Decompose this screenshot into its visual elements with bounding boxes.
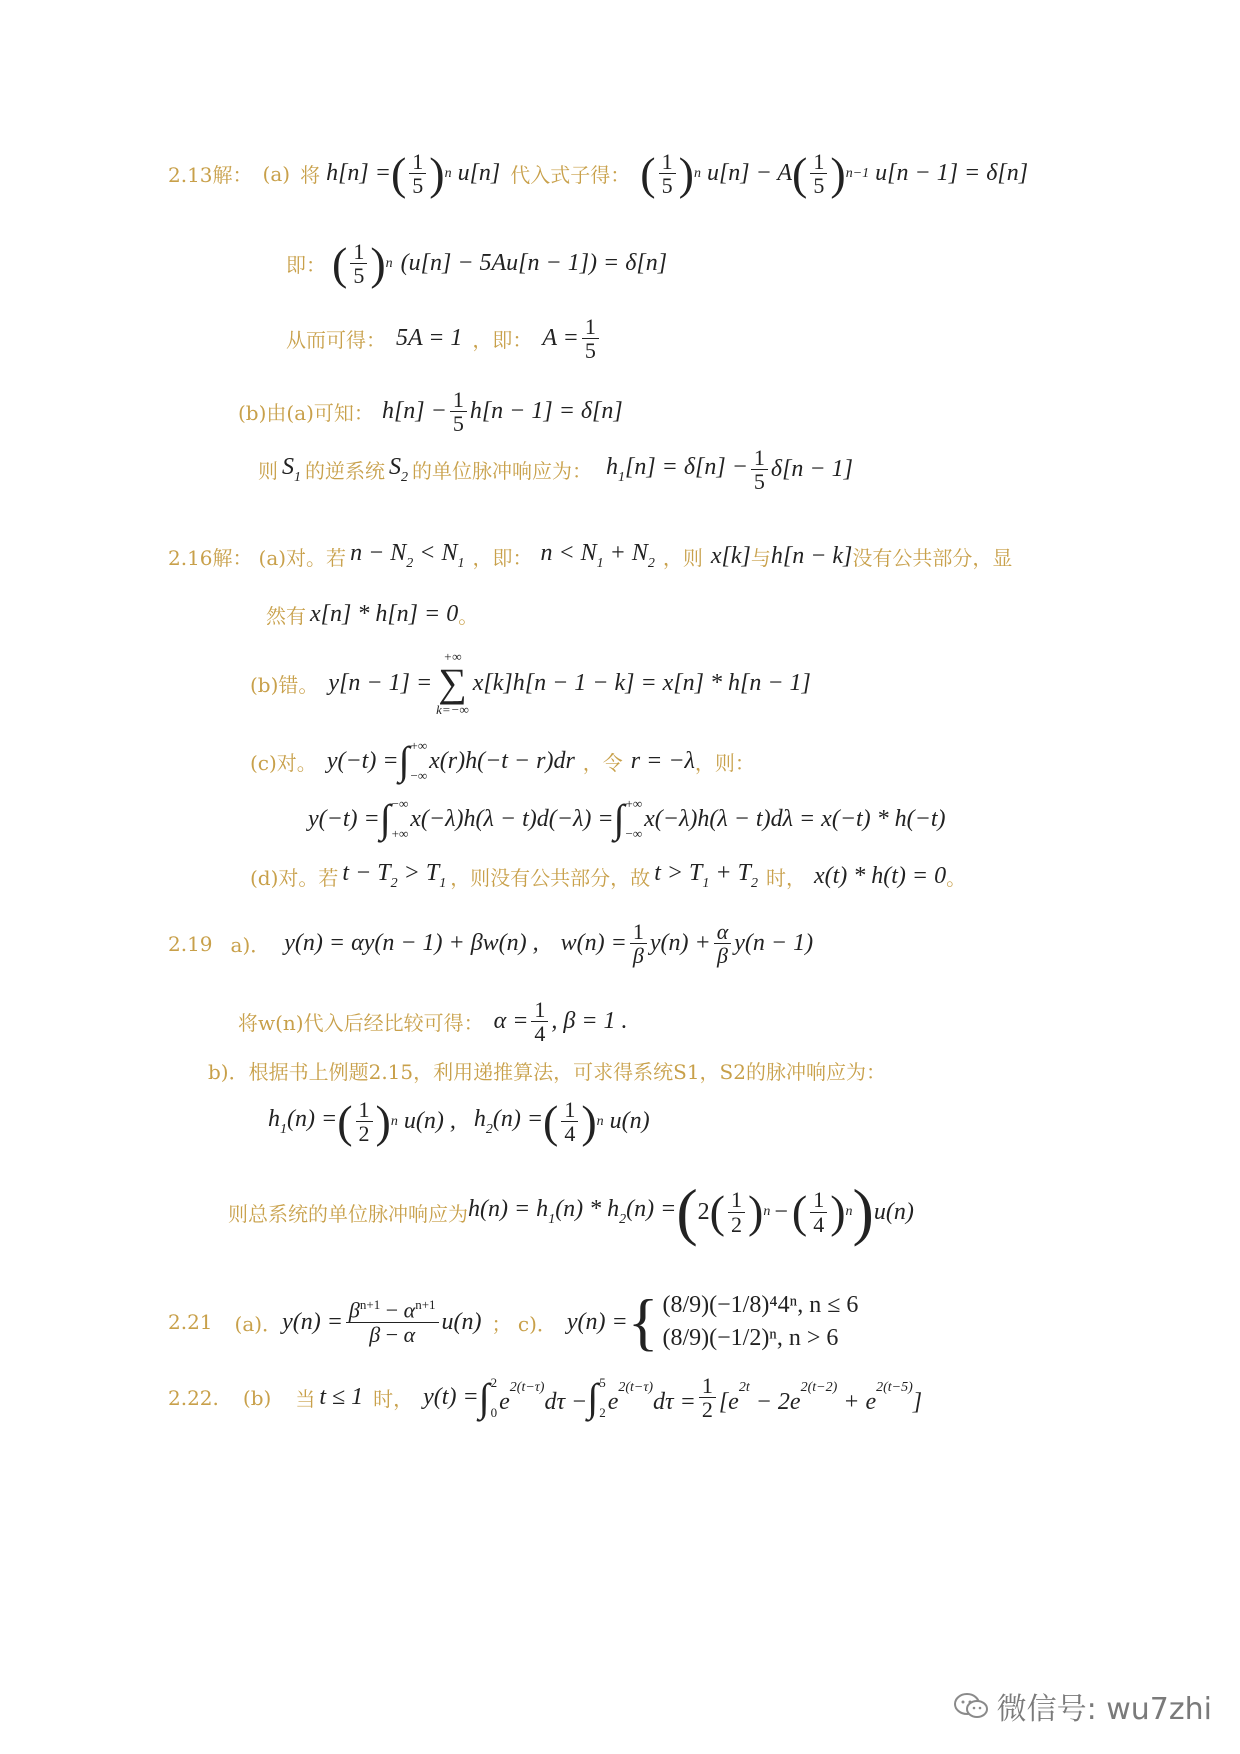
math-conv-zero: x[n] * h[n] = 0 xyxy=(310,601,459,627)
p216-then2: ，则： xyxy=(694,750,755,775)
math-int-expr-2: x(−λ)h(λ − t)d(−λ) = xyxy=(410,805,614,832)
p216-period: 。 xyxy=(458,604,479,628)
frac-1-4: $\frac{1}{4}$ xyxy=(810,1188,827,1235)
p213-ie2-label: ，即： xyxy=(472,328,533,353)
math-u-n-comma: u(n) , xyxy=(403,1108,456,1135)
p216-line-2 xyxy=(266,600,478,629)
p219-total-text: 则总系统的单位脉冲响应为 xyxy=(228,1201,468,1226)
p213-b-label: (b)由(a)可知： xyxy=(238,401,374,426)
math-u-n-3: u(n) xyxy=(873,1198,914,1225)
math-delta-n-1: δ[n − 1] xyxy=(770,456,853,483)
p213-line-2: 即： ( $\frac{1}{5}$ ) n (u[n] − 5Au[n − 1]) = δ[n] xyxy=(286,237,668,289)
p213-a-label: (a) xyxy=(262,161,291,186)
frac-1-5: $\frac{1}{5}$ xyxy=(810,150,827,197)
p219-line-2 xyxy=(238,998,628,1045)
right-paren: ) xyxy=(678,147,694,199)
math-h-eq: h[n] = xyxy=(326,160,391,187)
math-minus: − xyxy=(774,1198,788,1225)
math-y-t-eq: y(t) = xyxy=(423,1384,479,1411)
p216-label: 2.16解： xyxy=(168,545,253,570)
p216-d-label: (d)对。若 xyxy=(250,865,339,890)
p222-b-label: (b) xyxy=(242,1385,272,1410)
p216-then-text: ，则 xyxy=(662,545,703,570)
left-paren: ( xyxy=(543,1095,559,1147)
p221-line-1 xyxy=(168,1286,859,1357)
p216-b-label: (b)错。 xyxy=(250,672,319,697)
math-h-rest: h[n − 1] = δ[n] xyxy=(469,398,623,425)
math-h-total: $h(n) = h_1(n) * h_2(n)$ = xyxy=(468,1196,677,1227)
math-r-eq: r = −λ xyxy=(630,747,695,774)
frac-1-4: $\frac{1}{4}$ xyxy=(531,998,548,1045)
p219-line-1 xyxy=(168,920,813,967)
math-t-gt: $t > T_1 + T_2$ xyxy=(654,860,758,891)
frac-1-2: $\frac{1}{2}$ xyxy=(728,1188,745,1235)
math-u-n-2: u(n) xyxy=(609,1108,650,1135)
math-w-eq: w(n) = xyxy=(560,930,627,957)
p221-c-label: ； c)． xyxy=(491,1311,557,1336)
p216-a-label: (a)对。若 xyxy=(258,545,347,570)
right-paren: ) xyxy=(748,1186,764,1237)
math-u-n-4: u(n) xyxy=(441,1308,482,1335)
frac-1-5: $\frac{1}{5}$ xyxy=(350,240,367,287)
math-y-n-1: y[n − 1] = xyxy=(328,669,433,696)
math-h-n-k: h[n − k] xyxy=(770,542,853,569)
math-a-eq: A = xyxy=(542,325,579,352)
frac-1-5: $\frac{1}{5}$ xyxy=(409,150,426,197)
math-y-n-minus-1: y(n − 1) xyxy=(734,930,814,957)
integral-symbol: ∫ 2 0 xyxy=(478,1374,498,1420)
p221-a-label: (a)． xyxy=(234,1311,283,1336)
p213-line-1: 2.13解： (a) 将 h[n] = ( $\frac{1}{5}$ ) n u[n] 代入式子得： ( $\frac{1}{5}$ ) n u[n] − A ( $\frac{1}{5}$ ) n−1 u[n − 1] = δ[n] xyxy=(168,147,1029,199)
case-1: (8/9)(−1/8)⁴4ⁿ, n ≤ 6 xyxy=(662,1292,859,1318)
p219-a-label: a)． xyxy=(230,933,271,958)
math-y-recursion: y(n) = αy(n − 1) + βw(n) , xyxy=(284,930,539,957)
p216-d-text-1: ，则没有公共部分，故 xyxy=(450,865,651,890)
p213-hence-label: 从而可得： xyxy=(286,328,386,353)
p213-line-5 xyxy=(258,446,853,493)
p213-inverse-text-3: 的单位脉冲响应为： xyxy=(412,459,592,484)
integral-symbol: ∫ −∞ +∞ xyxy=(379,796,409,841)
math-t-le-1: t ≤ 1 xyxy=(319,1384,364,1411)
math-ie-expr: (u[n] − 5Au[n − 1]) = δ[n] xyxy=(400,250,668,277)
frac-1-beta: $\frac{1}{\beta}$ xyxy=(630,920,647,967)
left-paren: ( xyxy=(792,147,808,199)
math-y-n-plus: y(n) + xyxy=(649,930,711,957)
p216-no-common: 没有公共部分，显 xyxy=(852,545,1013,570)
p219-line-3 xyxy=(208,1056,886,1085)
p213-line-4 xyxy=(238,388,623,435)
p213-line-3 xyxy=(286,315,602,362)
math-n-lt: $n < N_1 + N_2$ xyxy=(540,540,655,571)
p216-d-text-2: 时， xyxy=(765,865,806,890)
math-h1-eq: $h_1[n] = \delta[n]$ − xyxy=(606,453,748,485)
math-rhs: u[n − 1] = δ[n] xyxy=(875,160,1029,187)
p222-when-text-2: 时， xyxy=(373,1387,414,1412)
case-2: (8/9)(−1/2)ⁿ, n > 6 xyxy=(662,1325,839,1351)
p213-inverse-text-2: 的逆系统 xyxy=(305,459,385,484)
math-5a-eq-1: 5A = 1 xyxy=(396,325,463,352)
math-u-minus-a: u[n] − A xyxy=(706,160,793,187)
left-paren: ( xyxy=(640,147,656,199)
right-paren: ) xyxy=(852,1176,874,1247)
p216-line-4 xyxy=(250,738,755,784)
math-h2-n: $h_2(n)$ = xyxy=(473,1105,544,1137)
p213-label: 2.13解： xyxy=(168,163,253,188)
right-paren: ) xyxy=(429,147,445,199)
p216-c-label: (c)对。 xyxy=(250,750,317,775)
math-int-expr-3: x(−λ)h(λ − t)dλ = x(−t) * h(−t) xyxy=(644,805,946,832)
p221-label: 2.21 xyxy=(168,1310,213,1334)
math-y-n-eq-2: y(n) = xyxy=(566,1308,628,1335)
integral-symbol: ∫ 5 2 xyxy=(587,1374,606,1420)
math-sum-expr: x[k]h[n − 1 − k] = x[n] * h[n − 1] xyxy=(472,669,811,696)
p219-line-4: $h_1(n)$ = ( $\frac{1}{2}$ ) n u(n) , $h_2(n)$ = ( $\frac{1}{4}$ ) n u(n) xyxy=(268,1095,650,1147)
frac-alpha-beta: $\frac{\alpha}{\beta}$ xyxy=(714,920,732,967)
left-paren: ( xyxy=(332,237,348,289)
p216-line-6 xyxy=(250,860,966,892)
p219-line-5: 则总系统的单位脉冲响应为 $h(n) = h_1(n) * h_2(n)$ = ( 2 ( $\frac{1}{2}$ ) n − ( $\frac{1}{4}$ ) n ) u(n) xyxy=(228,1176,914,1247)
p213-inverse-text-1: 则 xyxy=(258,459,278,484)
left-paren: ( xyxy=(337,1095,353,1147)
p216-let-text: ，令 xyxy=(582,750,623,775)
frac-1-5: $\frac{1}{5}$ xyxy=(751,446,768,493)
p213-substitute-into: 代入式子得： xyxy=(510,163,631,188)
left-paren: ( xyxy=(791,1186,808,1237)
p213-ie-label: 即： xyxy=(286,253,326,278)
math-x-k: x[k] xyxy=(710,542,751,569)
cases xyxy=(662,1292,858,1352)
math-y-n-eq: y(n) = xyxy=(282,1308,343,1335)
left-paren: ( xyxy=(390,147,407,199)
watermark xyxy=(953,1684,1212,1728)
math-y-neg-t: y(−t) = xyxy=(326,747,399,774)
p216-period: 。 xyxy=(946,865,967,890)
frac-1-5: $\frac{1}{5}$ xyxy=(582,315,599,362)
right-paren: ) xyxy=(370,237,386,289)
p216-so-text: 然有 xyxy=(266,604,306,628)
math-alpha-eq: α = xyxy=(493,1008,529,1035)
math-t-minus-t2: $t - T_2 > T_1$ xyxy=(342,860,447,891)
right-paren: ) xyxy=(581,1095,597,1147)
p216-line-1 xyxy=(168,540,1012,572)
p216-line-3 xyxy=(250,650,811,716)
frac-1-2: $\frac{1}{2}$ xyxy=(356,1098,373,1145)
left-brace: { xyxy=(627,1286,659,1357)
math-h1-n: $h_1(n)$ = xyxy=(268,1105,338,1137)
math-two: 2 xyxy=(697,1198,710,1225)
p216-and-text: 与 xyxy=(750,545,771,570)
p219-sub-text: 将w(n)代入后经比较可得： xyxy=(238,1011,484,1036)
watermark-text: 微信号: wu7zhi xyxy=(996,1692,1212,1727)
left-paren: ( xyxy=(676,1176,698,1247)
right-paren: ) xyxy=(830,1186,846,1237)
math-bracket-expr: $[e^{2t} - 2e^{2(t-2)} + e^{2(t-5)}]$ xyxy=(718,1379,923,1415)
math-int-e-2: $e^{2(t-\tau)}d\tau$ = xyxy=(607,1379,696,1415)
right-paren: ) xyxy=(830,147,846,199)
integral-symbol: ∫ +∞ −∞ xyxy=(398,738,428,783)
right-paren: ) xyxy=(375,1095,391,1147)
p222-when-text: 当 xyxy=(295,1387,316,1412)
left-paren: ( xyxy=(709,1186,725,1237)
frac-1-5: $\frac{1}{5}$ xyxy=(659,150,676,197)
p216-line-5 xyxy=(308,796,946,842)
frac-1-5: $\frac{1}{5}$ xyxy=(450,388,467,435)
p213-substitute-text: 将 xyxy=(300,163,321,188)
sum-symbol: +∞ ∑ k=−∞ xyxy=(436,649,469,717)
p222-label: 2.22. xyxy=(168,1385,219,1410)
math-s1: $S_1$ xyxy=(282,453,301,485)
p219-b-text: b)．根据书上例题2.15，利用递推算法，可求得系统S1，S2的脉冲响应为： xyxy=(208,1060,886,1084)
math-int-expr: x(r)h(−t − r)dr xyxy=(429,747,575,774)
integral-symbol: ∫ +∞ −∞ xyxy=(613,796,643,841)
math-y-neg-t-2: y(−t) = xyxy=(308,805,380,832)
p216-ie-label: ，即： xyxy=(472,545,533,570)
math-beta-eq: , β = 1 . xyxy=(551,1008,628,1035)
wechat-icon xyxy=(953,1692,989,1720)
frac-1-4: $\frac{1}{4}$ xyxy=(561,1098,578,1145)
math-u-n: u[n] xyxy=(457,160,501,187)
frac-beta-alpha: $\frac{\beta^{n+1} - \alpha^{n+1}}{\beta - \alpha}$ xyxy=(346,1298,439,1346)
p219-label: 2.19 xyxy=(168,931,213,956)
math-s2: $S_2$ xyxy=(389,453,408,485)
frac-1-2: $\frac{1}{2}$ xyxy=(699,1374,716,1421)
math-int-e-1: $e^{2(t-\tau)}d\tau$ − xyxy=(499,1379,588,1415)
math-conv-t-zero: x(t) * h(t) = 0 xyxy=(813,862,947,889)
math-n-minus-n2: $n - N_2 < N_1$ xyxy=(350,540,465,571)
math-h-minus: h[n] − xyxy=(381,398,447,425)
p222-line-1 xyxy=(168,1374,922,1421)
